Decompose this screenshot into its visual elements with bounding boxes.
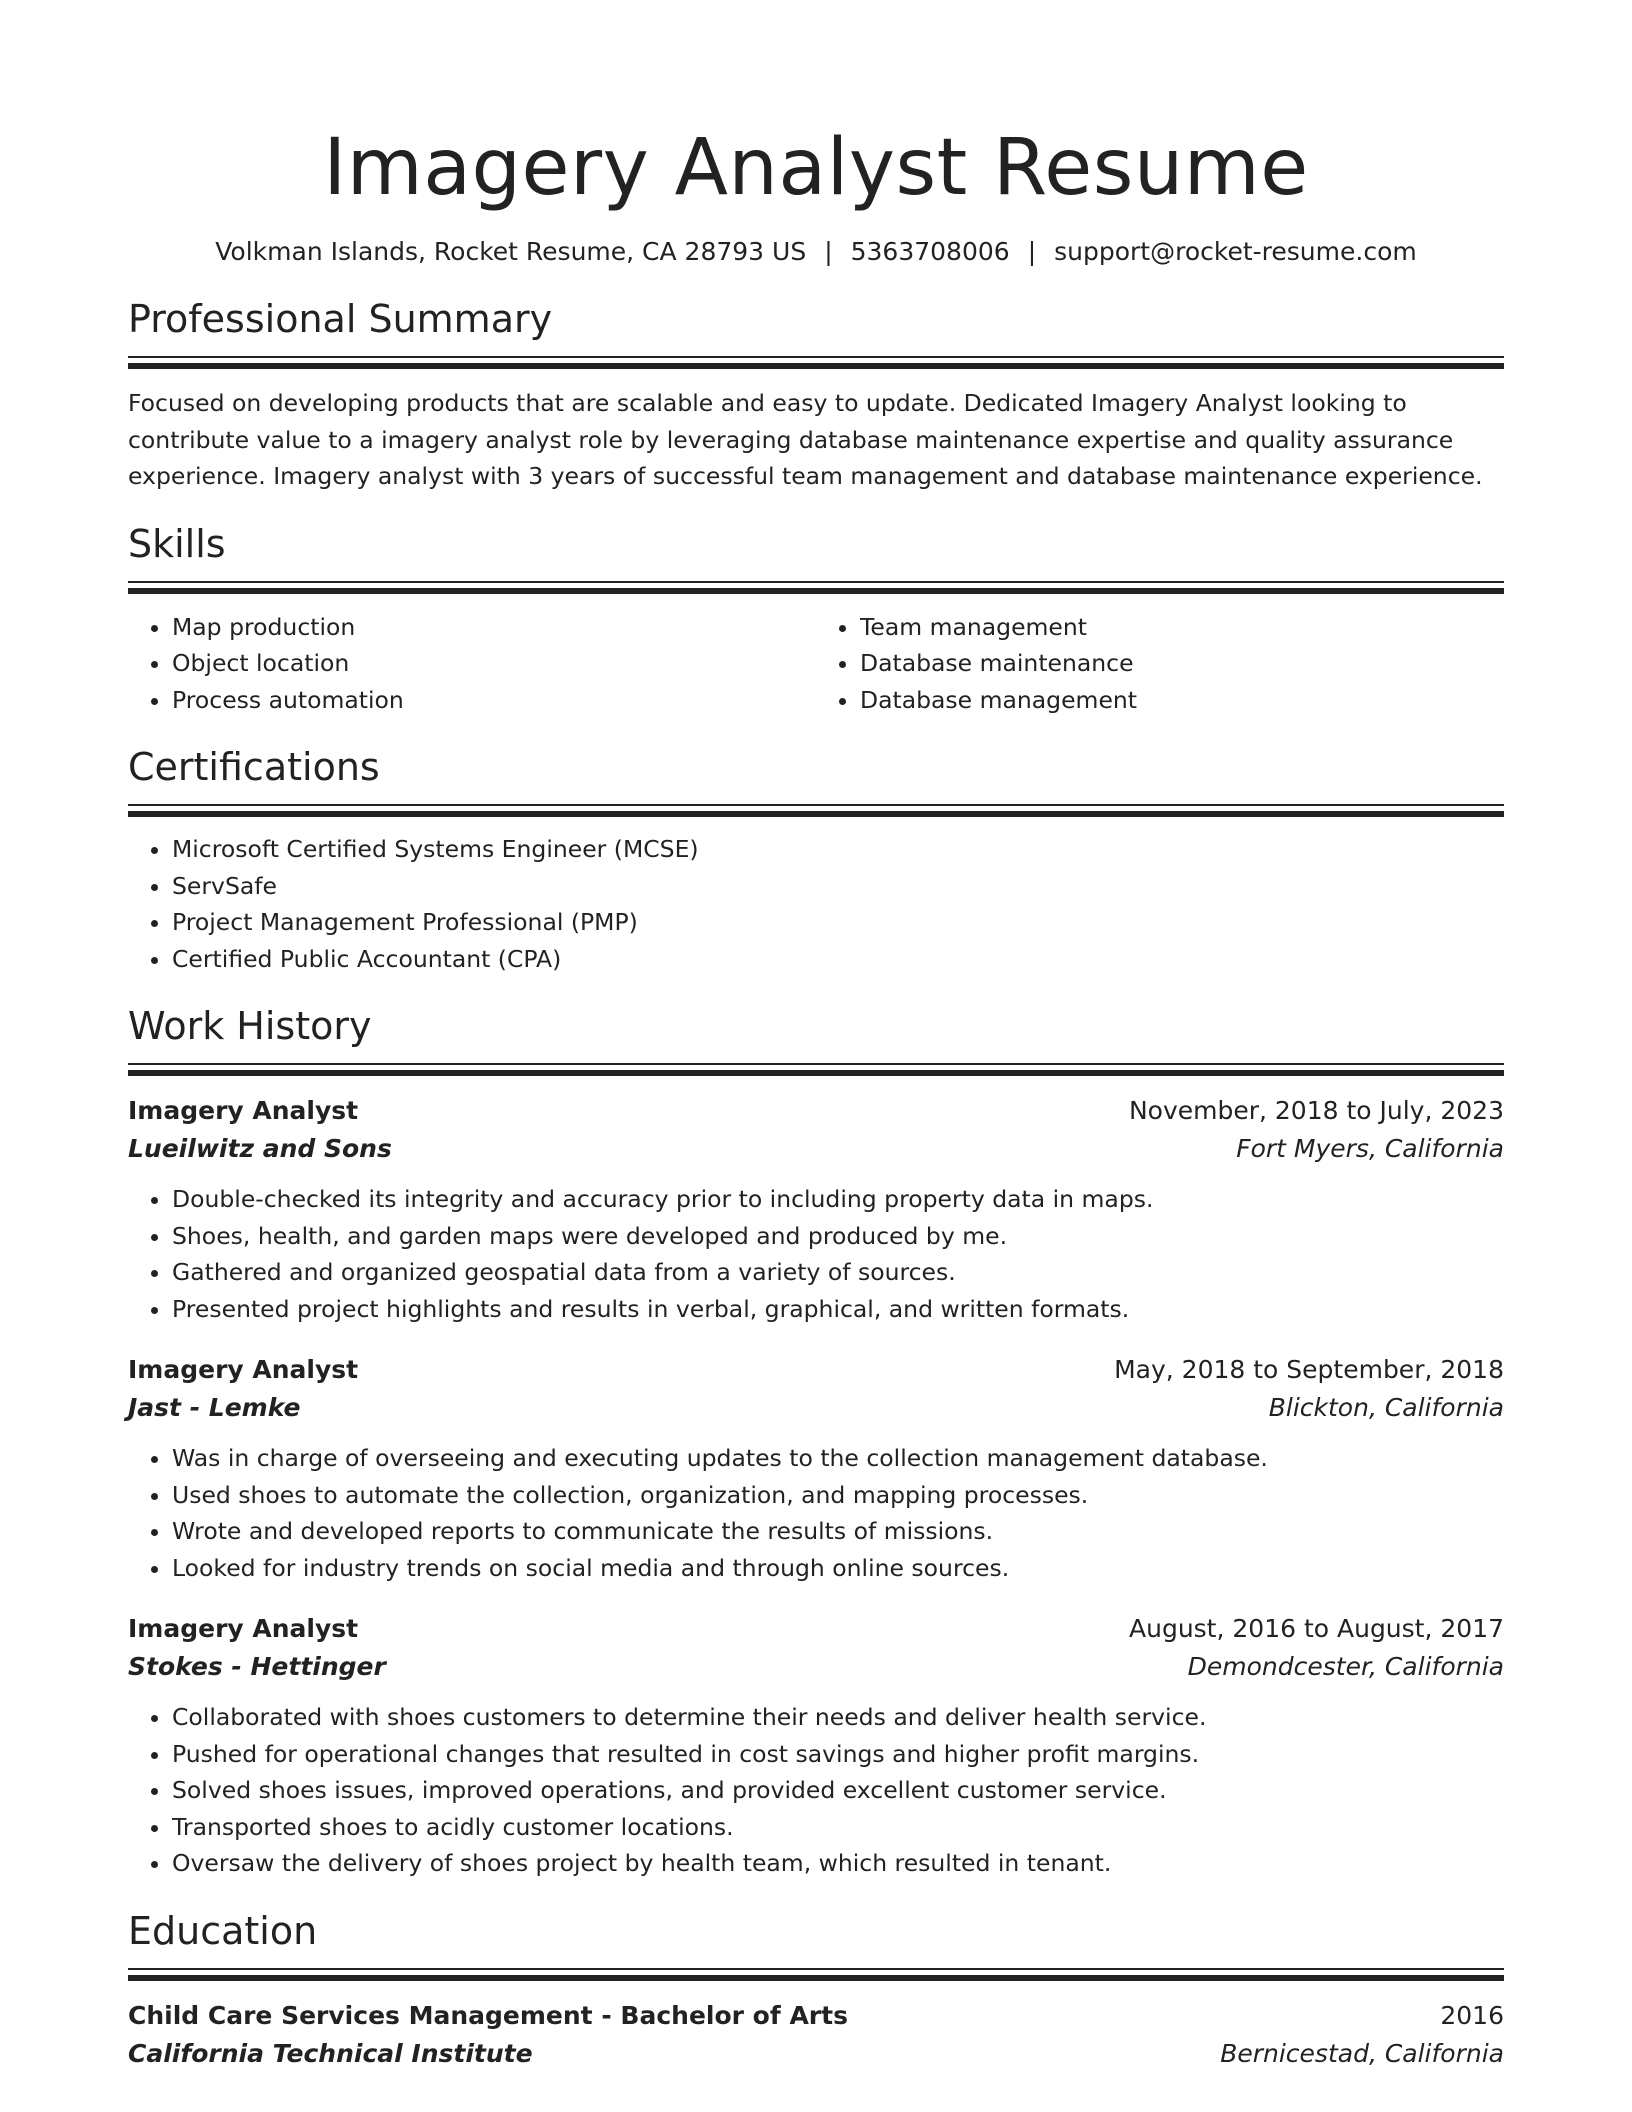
education-school-row — [128, 2035, 1504, 2073]
resume-page — [128, 0, 1504, 2073]
job-company: Jast - Lemke — [128, 1393, 301, 1422]
skills-section — [128, 519, 1504, 719]
job-header-row — [128, 1610, 1504, 1648]
job-bullet: • Looked for industry trends on social media and through online sources. — [172, 1550, 1504, 1587]
job-company-row — [128, 1130, 1504, 1168]
section-divider — [128, 356, 1504, 369]
skill-item: • Object location — [172, 645, 816, 682]
skills-left-list — [128, 609, 816, 719]
job-bullet: • Was in charge of overseeing and executing updates to the collection management database. — [172, 1440, 1504, 1477]
education-entry — [128, 1997, 1504, 2073]
contact-line — [128, 234, 1504, 270]
graduation-year: 2016 — [1440, 2000, 1504, 2030]
job-company: Lueilwitz and Sons — [128, 1134, 392, 1163]
skills-right-list — [816, 609, 1504, 719]
certification-item: • Certified Public Accountant (CPA) — [172, 941, 1504, 978]
email: support@rocket-resume.com — [1054, 237, 1417, 266]
skill-item: • Database maintenance — [860, 645, 1504, 682]
summary-section — [128, 294, 1504, 495]
job-title: Imagery Analyst — [128, 1355, 359, 1384]
job-dates: November, 2018 to July, 2023 — [1128, 1096, 1504, 1125]
job-location: Blickton, California — [1268, 1393, 1504, 1422]
section-heading: Certifications — [128, 745, 380, 789]
job-bullet: • Double-checked its integrity and accuracy prior to including property data in maps. — [172, 1181, 1504, 1218]
skill-item: • Process automation — [172, 682, 816, 719]
job-company-row — [128, 1648, 1504, 1686]
certification-item: • ServSafe — [172, 868, 1504, 905]
job-bullet: • Shoes, health, and garden maps were developed and produced by me. — [172, 1218, 1504, 1255]
job-entry — [128, 1610, 1504, 1882]
job-title: Imagery Analyst — [128, 1614, 359, 1643]
job-header-row — [128, 1351, 1504, 1389]
work-history-section — [128, 1001, 1504, 1882]
job-bullets — [128, 1440, 1504, 1586]
job-bullet: • Oversaw the delivery of shoes project by health team, which resulted in tenant. — [172, 1845, 1504, 1882]
job-location: Demondcester, California — [1187, 1652, 1504, 1681]
job-entry — [128, 1092, 1504, 1327]
education-section — [128, 1906, 1504, 2073]
job-dates: August, 2016 to August, 2017 — [1129, 1614, 1504, 1643]
contact-separator: | — [1027, 237, 1037, 266]
section-divider — [128, 804, 1504, 817]
address: Volkman Islands, Rocket Resume, CA 28793 US — [215, 237, 807, 266]
skill-item: • Team management — [860, 609, 1504, 646]
job-bullets — [128, 1699, 1504, 1882]
job-bullet: • Transported shoes to acidly customer locations. — [172, 1809, 1504, 1846]
job-bullet: • Presented project highlights and results in verbal, graphical, and written formats. — [172, 1291, 1504, 1328]
section-heading: Work History — [128, 1004, 372, 1048]
job-bullet: • Solved shoes issues, improved operations, and provided excellent customer service. — [172, 1772, 1504, 1809]
job-bullets — [128, 1181, 1504, 1327]
job-bullet: • Used shoes to automate the collection, organization, and mapping processes. — [172, 1477, 1504, 1514]
section-divider — [128, 581, 1504, 594]
job-company-row — [128, 1389, 1504, 1427]
section-divider — [128, 1063, 1504, 1076]
education-header-row — [128, 1997, 1504, 2035]
section-divider — [128, 1968, 1504, 1981]
section-heading: Professional Summary — [128, 297, 553, 341]
job-bullet: • Collaborated with shoes customers to determine their needs and deliver health service. — [172, 1699, 1504, 1736]
job-bullet: • Wrote and developed reports to communicate the results of missions. — [172, 1513, 1504, 1550]
resume-title: Imagery Analyst Resume — [323, 123, 1309, 213]
skill-item: • Map production — [172, 609, 816, 646]
section-heading: Education — [128, 1908, 318, 1953]
school-location: Bernicestad, California — [1220, 2038, 1504, 2068]
certification-item: • Project Management Professional (PMP) — [172, 904, 1504, 941]
job-location: Fort Myers, California — [1236, 1134, 1504, 1163]
job-title: Imagery Analyst — [128, 1096, 359, 1125]
certifications-section — [128, 742, 1504, 977]
certifications-list — [128, 831, 1504, 977]
contact-separator: | — [824, 237, 833, 266]
job-bullet: • Pushed for operational changes that resulted in cost savings and higher profit margins. — [172, 1736, 1504, 1773]
skills-grid — [128, 609, 1504, 719]
job-company: Stokes - Hettinger — [128, 1652, 386, 1681]
summary-text: Focused on developing products that are scalable and easy to update. Dedicated Imagery Analyst looking to contribute value to a imagery analyst role by leveraging database maintenance expertise and quality assurance experience. Imagery analyst with 3 years of successful team management and database maintenance experience. — [128, 389, 1483, 490]
job-entry — [128, 1351, 1504, 1586]
certification-item: • Microsoft Certified Systems Engineer (MCSE) — [172, 831, 1504, 868]
degree: Child Care Services Management - Bachelor of Arts — [128, 2000, 848, 2030]
section-heading: Skills — [128, 521, 226, 566]
skill-item: • Database management — [860, 682, 1504, 719]
job-header-row — [128, 1092, 1504, 1130]
school: California Technical Institute — [128, 2038, 533, 2068]
phone: 5363708006 — [850, 237, 1010, 266]
job-bullet: • Gathered and organized geospatial data from a variety of sources. — [172, 1254, 1504, 1291]
job-dates: May, 2018 to September, 2018 — [1114, 1355, 1504, 1384]
